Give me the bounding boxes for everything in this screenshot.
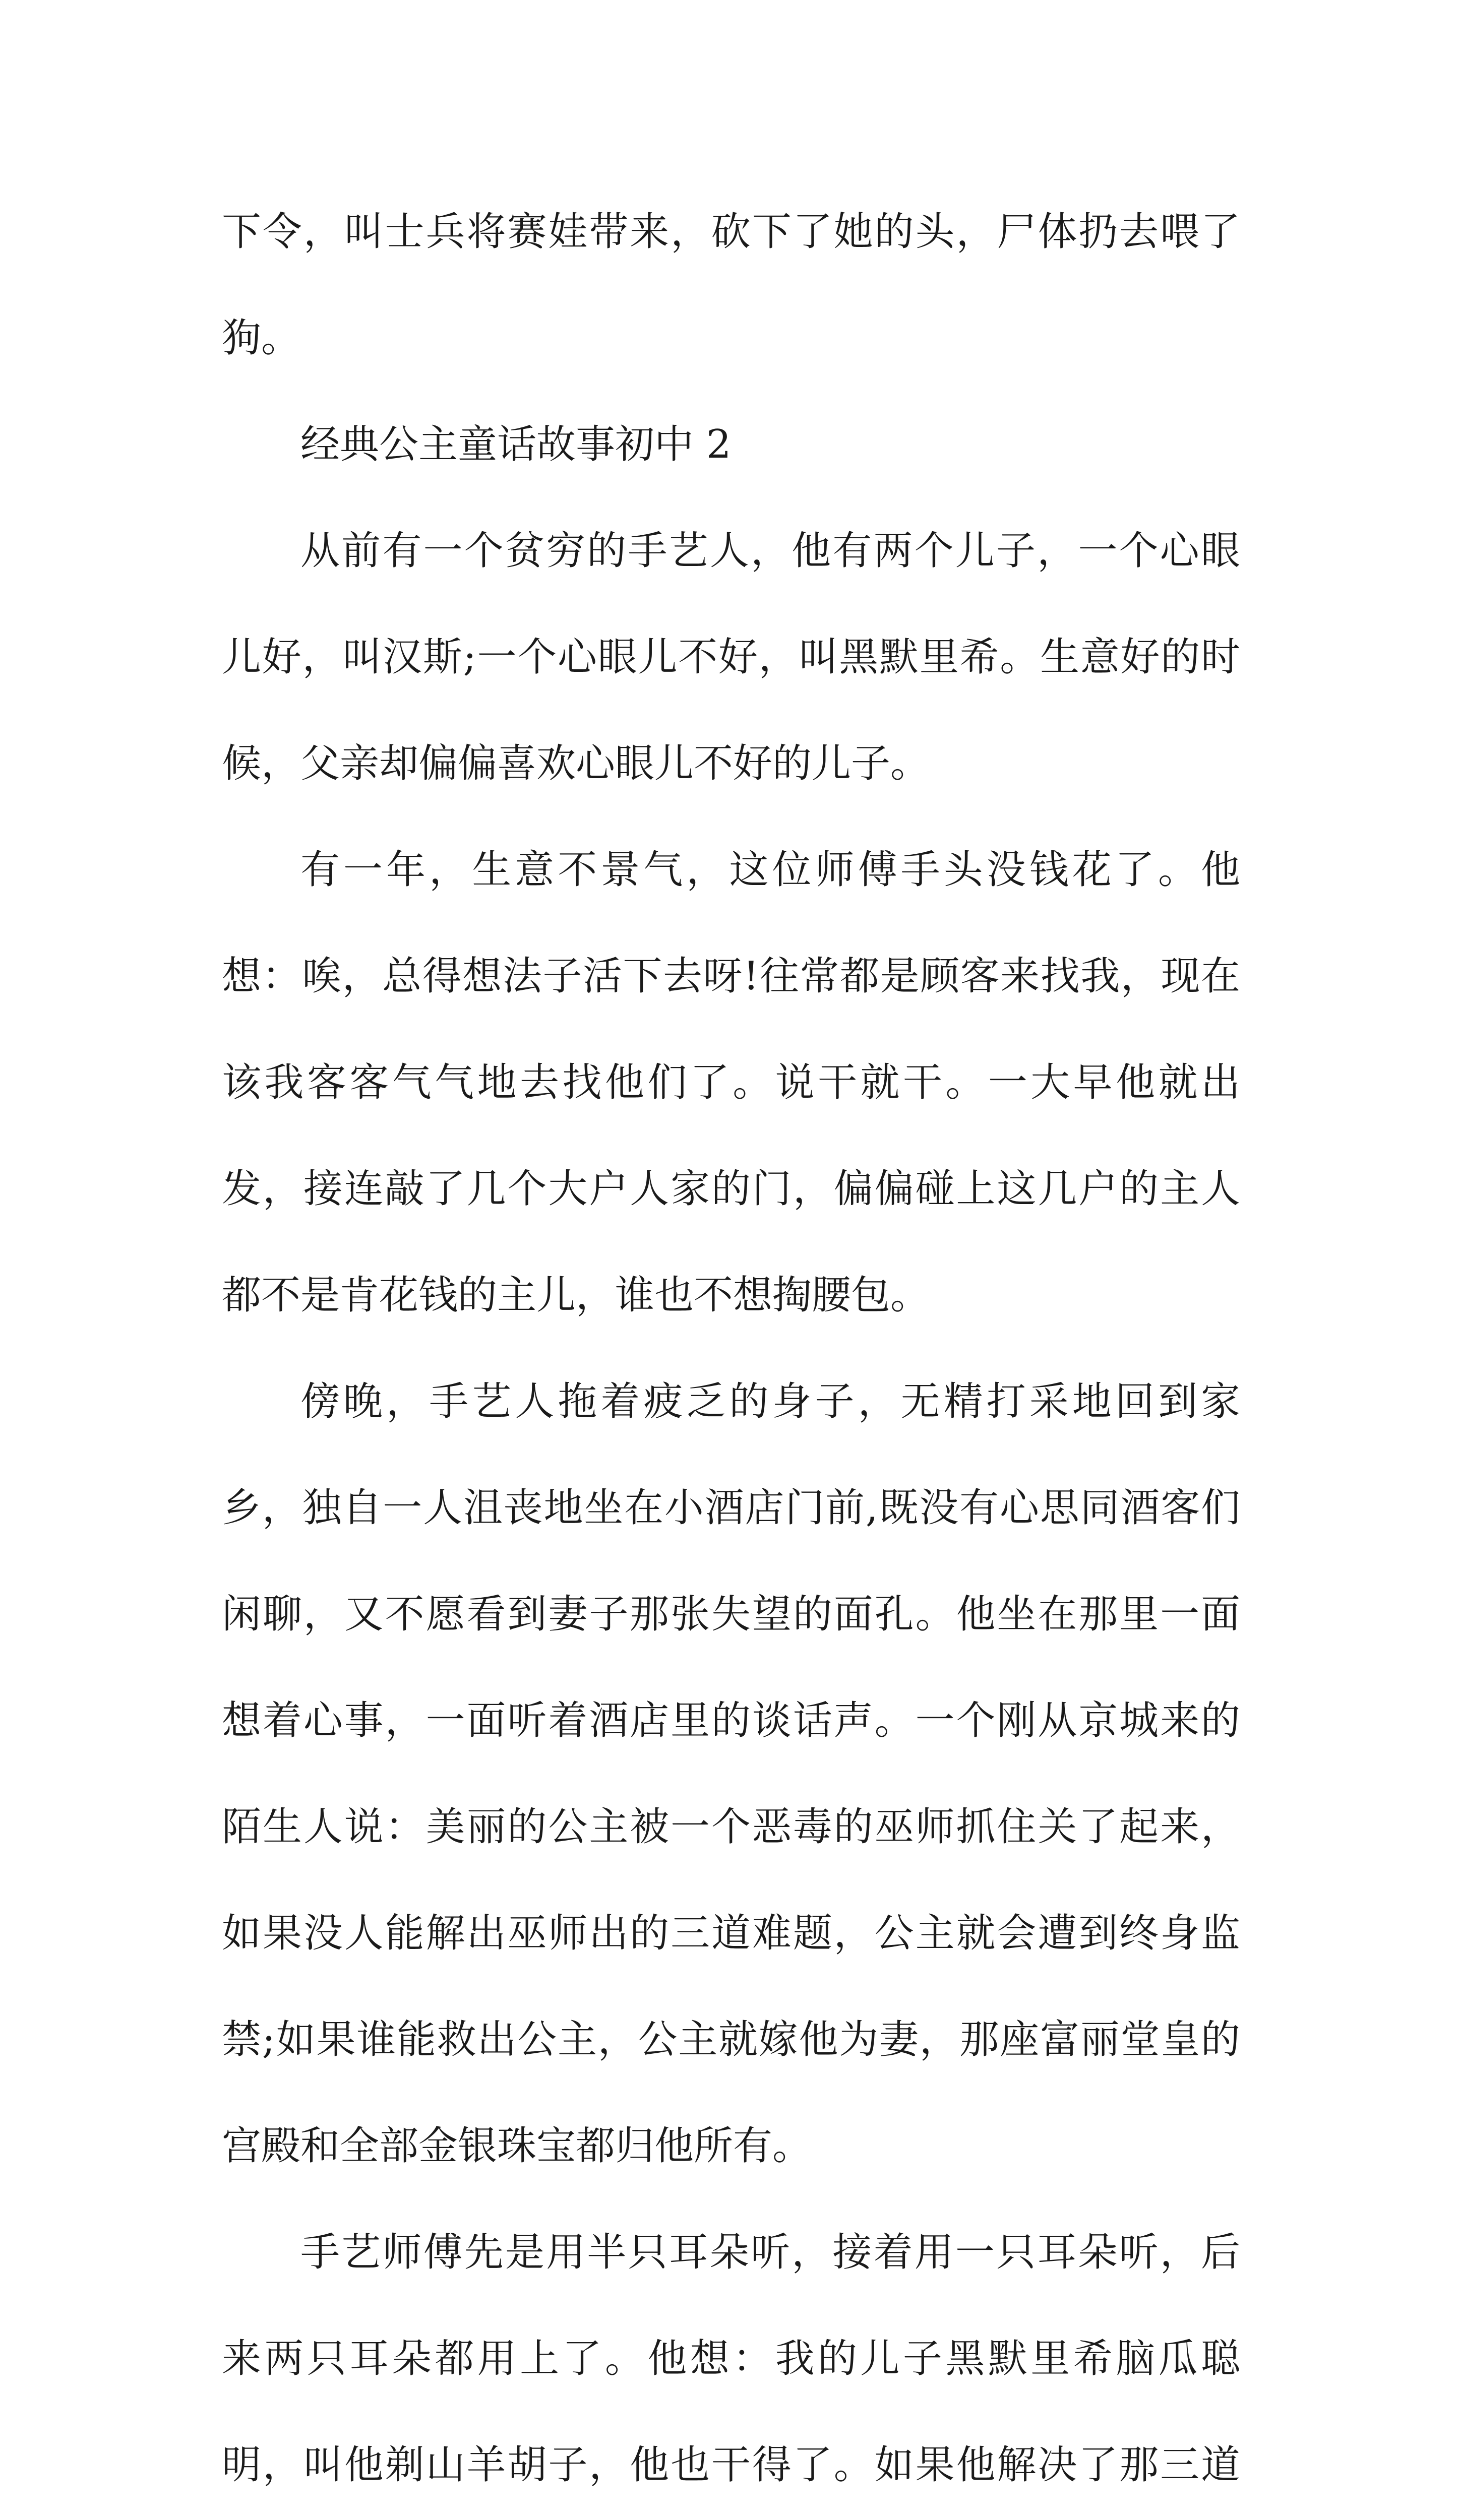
section-heading: 经典公主童话故事初中 2 <box>300 422 732 467</box>
document-body <box>222 179 1240 2520</box>
paragraph: 傍晚，手艺人拖着疲乏的身子，无精打采地回到家乡，独自一人沮丧地坐在小酒店门前,既没有心思同酒客们闲聊，又不愿看到妻子那张失望的面孔。他坐在那里一面想着心事，一面听着酒店里的谈话声。一个刚从京城来的陌生人说：美丽的公主被一个恶毒的巫师抓住关了起来，如果没人能解出巫师出的三道难题，公主就会遭到终身监禁;如果谁能救出公主，公主就嫁他为妻，那座富丽堂皇的宫殿和全部金银珠宝都归他所有。 <box>222 1379 1240 2169</box>
paragraph: 有一年，生意不景气，这位师傅手头没钱花了。他想：唉，总得想法子活下去呀!往常都是顾客来找我，现在该我客客气气地去找他们了。说干就干。一大早他就出发，接连敲了几个大户人家的门，偏偏碰上这几户的主人都不是肯花钱的主儿，谁也不想掏腰包。 <box>222 847 1240 1318</box>
paragraph-continuation: 下令，叫士兵将赛娃带来，砍下了她的头，尸体扔去喂了狗。 <box>222 209 1240 361</box>
paragraph: 手艺师傅先是用半只耳朵听，接着用一只耳朵听，后来两只耳朵都用上了。他想：我的儿子黑默里希脑瓜聪明，叫他剃山羊胡子，他也干得了。如果他解决了那三道 <box>222 2230 1240 2488</box>
paragraph: 从前有一个贫穷的手艺人，他有两个儿子，一个心眼儿好，叫汉斯;一个心眼儿不好，叫黑默里希。生意好的时候，父亲却偏偏喜欢心眼儿不好的儿子。 <box>222 528 1240 786</box>
